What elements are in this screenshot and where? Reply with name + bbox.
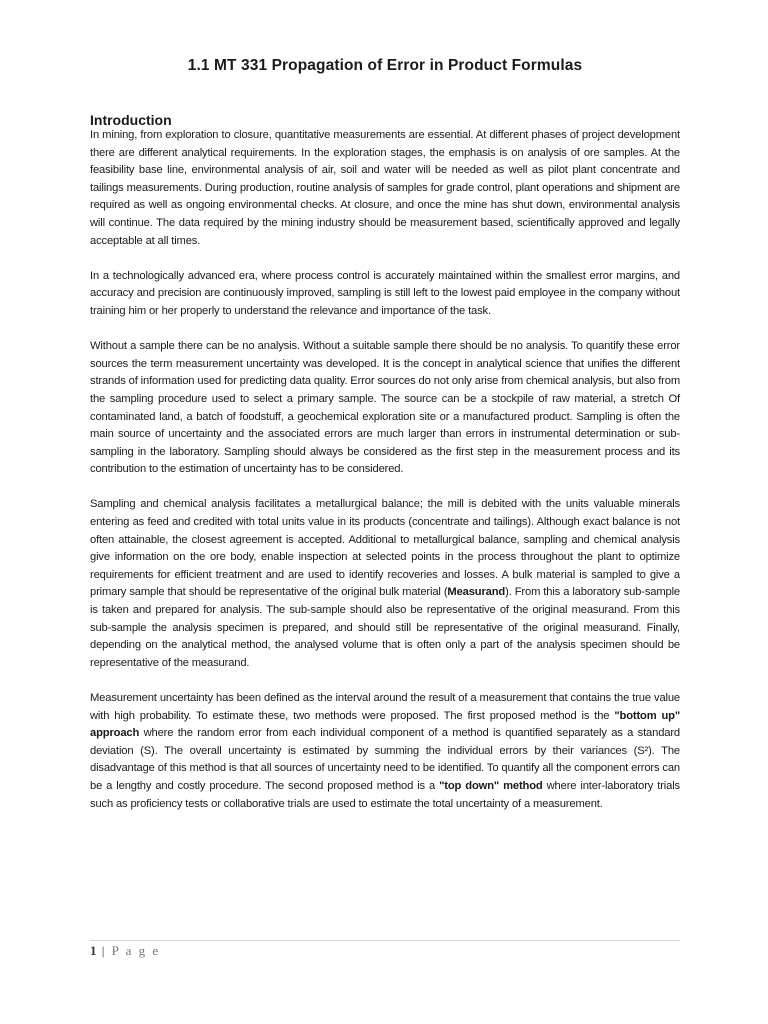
- measurand-term: Measurand: [447, 586, 506, 599]
- paragraph-5-text-c: where inter-laboratory trials such as proficiency tests or collaborative trials are used to estimate the total uncertainty of a measurement.: [90, 779, 680, 810]
- paragraph-5-text-a: Measurement uncertainty has been defined as the interval around the result of a measurement that contains the true value with high probability. To estimate these, two methods were proposed. The first proposed method is the: [90, 692, 680, 722]
- footer-divider: [90, 940, 680, 941]
- paragraph-3: Without a sample there can be no analysis. Without a suitable sample there should be no analysis. To quantify these error sources the term measurement uncertainty was developed. It is the concept in analytical science that unifies the different strands of information used for predicting data quality. Error sources do not only arise from chemical analysis, but also from the sampling procedure used to select a primary sample. The source can be a stockpile of raw material, a stretch Of contaminated land, a batch of foodstuff, a geochemical exploration site or a manufactured product. Sampling is often the main source of uncertainty and the associated errors are much larger than errors in instrumental determination or sub-sampling in the laboratory. Sampling should always be considered as the first step in the measurement process and its contribution to the estimation of uncertainty has to be considered.: [90, 340, 680, 476]
- paragraph-4-text-b: ). From this a laboratory sub-sample is taken and prepared for analysis. The sub-sample should also be representative of the original measurand. From this sub-sample the analysis specimen is prepared, and should still be representative of the original measurand. Finally, depending on the analytical method, the analysed volume that is often only a part of the analysis specimen should be representative of the measurand.: [90, 586, 680, 669]
- document-body: [90, 127, 680, 831]
- page-number: 1: [90, 943, 97, 958]
- page-footer: [90, 943, 160, 959]
- footer-separator: |: [96, 943, 112, 958]
- page-word: P a g e: [111, 943, 161, 958]
- section-heading: Introduction: [90, 112, 172, 128]
- paragraph-4: [90, 496, 680, 672]
- paragraph-2: In a technologically advanced era, where process control is accurately maintained within the smallest error margins, and accuracy and precision are continuously improved, sampling is still left to the lowest paid employee in the company without training him or her properly to understand the relevance and importance of the task.: [90, 269, 680, 317]
- document-title: 1.1 MT 331 Propagation of Error in Product Formulas: [187, 57, 583, 74]
- paragraph-5-text-b: where the random error from each individual component of a method is quantified separately as a standard deviation (S). The overall uncertainty is estimated by summing the individual errors by their variances (S²). The disadvantage of this method is that all sources of uncertainty need to be identified. To quantify all the component errors can be a lengthy and costly procedure. The second proposed method is a: [90, 727, 680, 792]
- bottom-up-term: "bottom up" approach: [90, 709, 681, 740]
- paragraph-5: [90, 690, 680, 813]
- paragraph-1: In mining, from exploration to closure, quantitative measurements are essential. At different phases of project development there are different analytical requirements. In the exploration stages, the emphasis is on analysis of ore samples. At the feasibility base line, environmental analysis of air, soil and water will be needed as well as pilot plant concentrate and tailings measurements. During production, routine analysis of samples for grade control, plant operations and shipment are required as well as ongoing environmental checks. At closure, and once the mine has shut down, environmental analysis will continue. The data required by the mining industry should be measurement based, scientifically approved and legally acceptable at all times.: [90, 129, 680, 247]
- top-down-term: "top down" method: [439, 779, 543, 792]
- paragraph-4-text-a: Sampling and chemical analysis facilitates a metallurgical balance; the mill is debited with the units valuable minerals entering as feed and credited with total units value in its products (concentrate and tailings). Although exact balance is not often attainable, the closest agreement is accepted. Additional to metallurgical balance, sampling and chemical analysis give information on the ore body, enable inspection at selected points in the process throughout the plant to optimize requirements for efficient treatment and are used to identify recoveries and losses. A bulk material is sampled to give a primary sample that should be representative of the original bulk material (: [90, 498, 680, 599]
